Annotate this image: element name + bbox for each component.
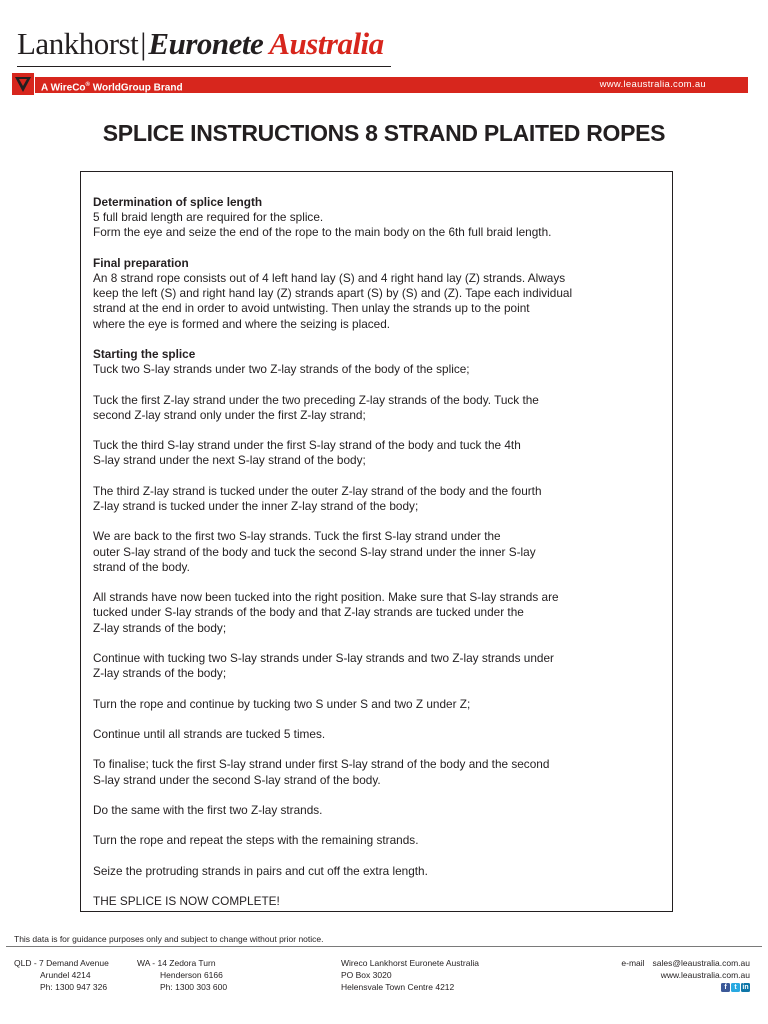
address-postal	[341, 958, 479, 993]
step-line: Z-lay strands of the body;	[93, 620, 227, 635]
section-line: 5 full braid length are required for the splice.	[93, 210, 324, 225]
step-paragraph	[93, 864, 660, 879]
section-line: Form the eye and seize the end of the rope to the main body on the 6th full braid length.	[93, 225, 552, 240]
step-line: Z-lay strands of the body;	[93, 666, 227, 681]
address-line: WA - 14 Zedora Turn	[137, 958, 216, 968]
address-line: Henderson 6166	[160, 969, 223, 980]
step-line: outer S-lay strand of the body and tuck the second S-lay strand under the inner S-lay	[93, 544, 536, 559]
step-paragraph	[93, 393, 660, 423]
step-paragraph	[93, 757, 660, 787]
address-line: Wireco Lankhorst Euronete Australia	[341, 958, 479, 968]
address-line: Ph: 1300 947 326	[40, 981, 108, 992]
step-line: Z-lay strand is tucked under the inner Z-lay strand of the body;	[93, 498, 419, 513]
contact-block	[621, 958, 750, 982]
address-line: Arundel 4214	[40, 969, 91, 980]
section-heading: Starting the splice	[93, 347, 196, 361]
address-qld	[14, 958, 109, 993]
instructions-box	[80, 171, 673, 912]
linkedin-icon[interactable]: in	[742, 984, 749, 991]
address-line: PO Box 3020	[341, 969, 392, 980]
wireco-logo-icon	[12, 73, 34, 95]
step-line: Seize the protruding strands in pairs and cut off the extra length.	[93, 863, 428, 878]
address-wa	[137, 958, 227, 993]
step-paragraph	[93, 803, 660, 818]
brand-divider: |	[140, 26, 147, 61]
section-final-preparation	[93, 256, 660, 332]
brand-logo	[17, 26, 384, 66]
step-line: second Z-lay strand only under the first Z-lay strand;	[93, 407, 366, 422]
email-label: e-mail	[621, 958, 645, 968]
step-line: Do the same with the first two Z-lay strands.	[93, 802, 323, 817]
brand-underline	[17, 66, 391, 67]
step-line: To finalise; tuck the first S-lay strand under first S-lay strand of the body and the second	[93, 757, 550, 772]
step-line: tucked under S-lay strands of the body and that Z-lay strands are tucked under the	[93, 605, 524, 620]
step-line: Continue with tucking two S-lay strands under S-lay strands and two Z-lay strands under	[93, 650, 554, 665]
step-line: We are back to the first two S-lay strands. Tuck the first S-lay strand under the	[93, 529, 501, 544]
section-line: where the eye is formed and where the seizing is placed.	[93, 316, 391, 331]
footer-divider	[6, 946, 762, 947]
step-line: S-lay strand under the second S-lay strand of the body.	[93, 772, 381, 787]
section-line: Tuck two S-lay strands under two Z-lay strands of the body of the splice;	[93, 362, 470, 377]
section-starting-splice	[93, 347, 660, 377]
page-title: SPLICE INSTRUCTIONS 8 STRAND PLAITED ROPES	[102, 120, 666, 146]
step-paragraph-final	[93, 894, 660, 909]
section-line: strand at the end in order to avoid untwisting. Then unlay the strands up to the point	[93, 301, 530, 316]
step-line: The third Z-lay strand is tucked under the outer Z-lay strand of the body and the fourth	[93, 483, 542, 498]
step-line: Turn the rope and continue by tucking two S under S and two Z under Z;	[93, 696, 471, 711]
step-paragraph	[93, 651, 660, 681]
step-paragraph	[93, 590, 660, 636]
brand-bar	[35, 77, 748, 93]
step-line: Continue until all strands are tucked 5 times.	[93, 726, 326, 741]
step-line: Turn the rope and repeat the steps with the remaining strands.	[93, 833, 419, 848]
header-website-link[interactable]: www.leaustralia.com.au	[599, 79, 706, 90]
disclaimer: This data is for guidance purposes only and subject to change without prior notice.	[14, 934, 324, 944]
step-paragraph	[93, 484, 660, 514]
step-paragraph	[93, 529, 660, 575]
address-line: QLD - 7 Demand Avenue	[14, 958, 109, 968]
brand-australia: Australia	[269, 26, 384, 61]
section-line: An 8 strand rope consists out of 4 left hand lay (S) and 4 right hand lay (Z) strands. Always	[93, 271, 566, 285]
address-line: Helensvale Town Centre 4212	[341, 981, 455, 992]
brand-euronete: Euronete	[148, 26, 264, 61]
email-link[interactable]: sales@leaustralia.com.au	[652, 958, 750, 968]
step-line: strand of the body.	[93, 559, 190, 574]
step-line: Tuck the third S-lay strand under the first S-lay strand of the body and tuck the 4th	[93, 438, 521, 453]
brand-lankhorst: Lankhorst	[17, 26, 139, 61]
step-line: THE SPLICE IS NOW COMPLETE!	[93, 894, 280, 909]
step-paragraph	[93, 833, 660, 848]
step-paragraph	[93, 727, 660, 742]
twitter-icon[interactable]: t	[731, 983, 740, 992]
section-heading: Determination of splice length	[93, 195, 263, 209]
brand-tagline: A WireCo® WorldGroup Brand	[41, 82, 183, 94]
step-paragraph	[93, 697, 660, 712]
section-heading: Final preparation	[93, 255, 189, 270]
email-row	[621, 958, 750, 970]
step-line: S-lay strand under the next S-lay strand of the body;	[93, 453, 366, 468]
footer-website-link[interactable]: www.leaustralia.com.au	[660, 969, 750, 980]
step-line: All strands have now been tucked into the right position. Make sure that S-lay strands are	[93, 590, 559, 605]
social-icons	[721, 983, 750, 992]
address-line: Ph: 1300 303 600	[160, 981, 228, 992]
section-splice-length	[93, 195, 660, 241]
step-line: Tuck the first Z-lay strand under the two preceding Z-lay strands of the body. Tuck the	[93, 392, 539, 407]
section-line: keep the left (S) and right hand lay (Z) strands apart (S) by (S) and (Z). Tape each individual	[93, 286, 573, 301]
step-paragraph	[93, 438, 660, 468]
facebook-icon[interactable]: f	[721, 983, 730, 992]
